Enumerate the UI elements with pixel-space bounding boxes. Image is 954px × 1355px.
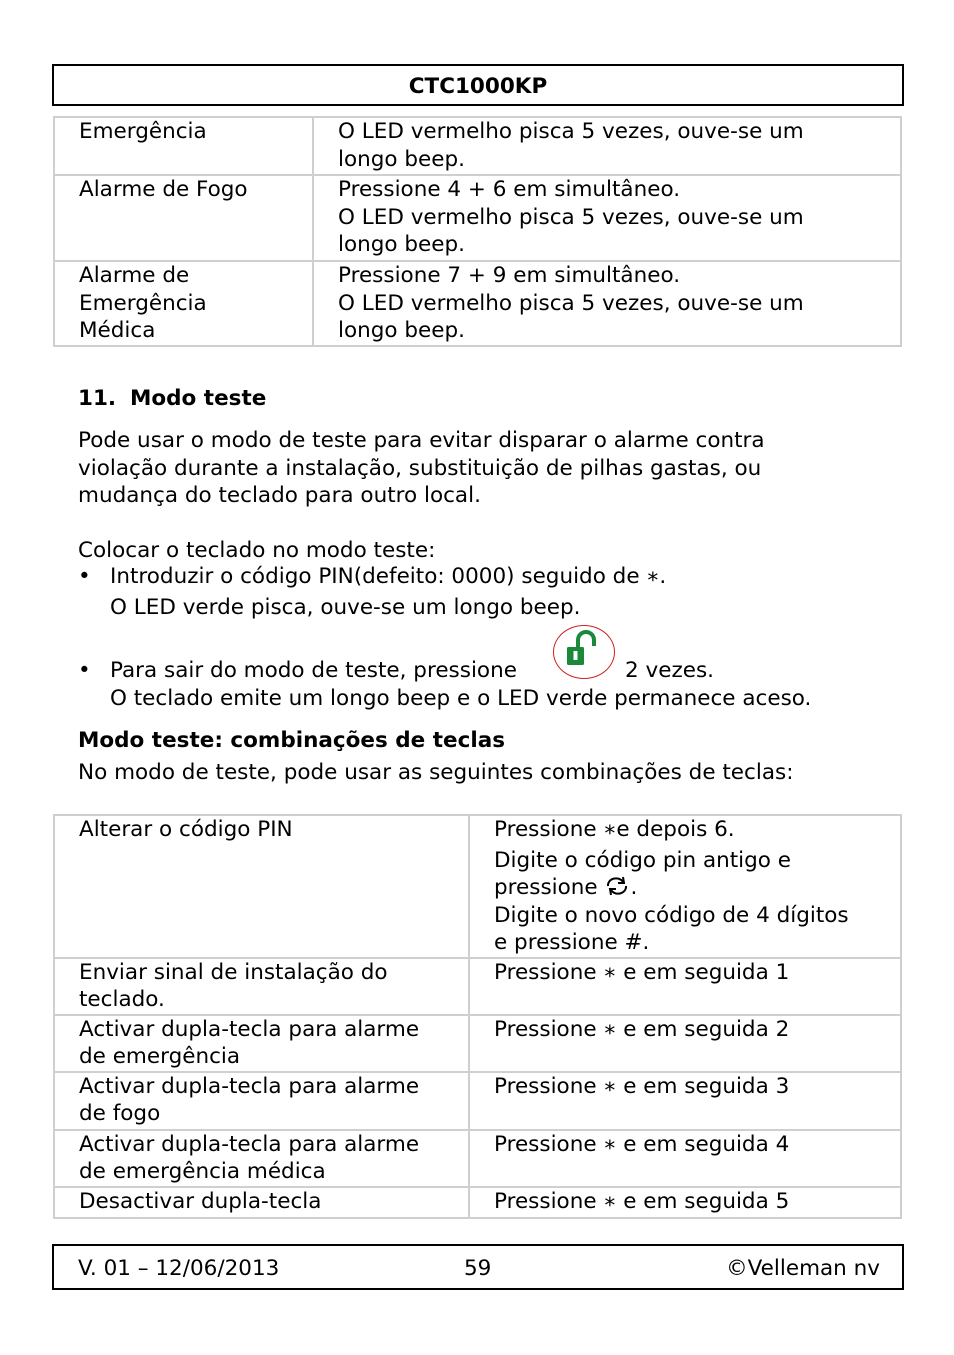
bullet-dot: • bbox=[78, 564, 91, 589]
table-cell-label: Activar dupla-tecla para alarme de emergência bbox=[54, 1015, 469, 1072]
section-heading bbox=[78, 386, 266, 411]
table-row bbox=[54, 117, 901, 175]
refresh-arrows-icon bbox=[604, 875, 630, 897]
document-footer bbox=[52, 1244, 904, 1290]
table-cell-desc: O LED vermelho pisca 5 vezes, ouve-se um longo beep. bbox=[313, 117, 901, 175]
table-row bbox=[54, 958, 901, 1015]
star-key: ∗ bbox=[603, 1188, 617, 1214]
star-key: ∗ bbox=[603, 817, 617, 842]
subsection-title: Modo teste: combinações de teclas bbox=[78, 728, 506, 753]
key-combinations-table bbox=[53, 814, 902, 1219]
table-cell-label: Alarme de Emergência Médica bbox=[54, 261, 313, 346]
table-row bbox=[54, 815, 901, 958]
table-cell-desc: Pressione 7 + 9 em simultâneo. O LED vermelho pisca 5 vezes, ouve-se um longo beep. bbox=[313, 261, 901, 346]
version-label: V. 01 – 12/06/2013 bbox=[78, 1256, 280, 1281]
enter-label: Colocar o teclado no modo teste: bbox=[78, 538, 436, 563]
table-cell-label: Alterar o código PIN bbox=[54, 815, 469, 958]
bullet-dot: • bbox=[78, 658, 91, 683]
unlock-button-icon bbox=[553, 625, 615, 679]
document-header bbox=[52, 64, 904, 106]
table-cell-label: Activar dupla-tecla para alarme de emergência médica bbox=[54, 1130, 469, 1187]
copyright-label: ©Velleman nv bbox=[726, 1256, 880, 1281]
subsection-intro: No modo de teste, pode usar as seguintes combinações de teclas: bbox=[78, 760, 794, 785]
section-number: 11. bbox=[78, 386, 117, 411]
star-key: ∗ bbox=[646, 564, 660, 589]
star-key: ∗ bbox=[603, 1131, 617, 1157]
table-row bbox=[54, 1187, 901, 1218]
table-row bbox=[54, 261, 901, 346]
table-cell-desc: Pressione ∗ e em seguida 5 bbox=[469, 1187, 901, 1218]
star-key: ∗ bbox=[603, 1073, 617, 1099]
table-cell-desc: Pressione 4 + 6 em simultâneo. O LED vermelho pisca 5 vezes, ouve-se um longo beep. bbox=[313, 175, 901, 261]
table-cell-desc: Pressione ∗ e em seguida 2 bbox=[469, 1015, 901, 1072]
page-number: 59 bbox=[464, 1256, 492, 1281]
table-cell-label: Alarme de Fogo bbox=[54, 175, 313, 261]
table-cell-desc: Pressione ∗ e em seguida 1 bbox=[469, 958, 901, 1015]
section-title: Modo teste bbox=[130, 386, 267, 411]
table-cell-desc: Pressione ∗ e em seguida 3 bbox=[469, 1072, 901, 1130]
star-key: ∗ bbox=[603, 1016, 617, 1042]
star-key: ∗ bbox=[603, 959, 617, 985]
table-cell-desc: Pressione ∗e depois 6. Digite o código pin antigo e pressione . Digite o novo código de 4 dígitos e pressione #. bbox=[469, 815, 901, 958]
table-cell-label: Enviar sinal de instalação do teclado. bbox=[54, 958, 469, 1015]
alarm-table bbox=[53, 116, 902, 347]
table-cell-label: Activar dupla-tecla para alarme de fogo bbox=[54, 1072, 469, 1130]
table-cell-label: Emergência bbox=[54, 117, 313, 175]
table-row bbox=[54, 175, 901, 261]
table-cell-desc: Pressione ∗ e em seguida 4 bbox=[469, 1130, 901, 1187]
table-row bbox=[54, 1015, 901, 1072]
document-title: CTC1000KP bbox=[408, 74, 548, 99]
table-cell-label: Desactivar dupla-tecla bbox=[54, 1187, 469, 1218]
intro-paragraph: Pode usar o modo de teste para evitar disparar o alarme contra violação durante a instalação, substituição de pilhas gastas, ou mudança do teclado para outro local. bbox=[78, 428, 765, 508]
table-row bbox=[54, 1130, 901, 1187]
table-row bbox=[54, 1072, 901, 1130]
